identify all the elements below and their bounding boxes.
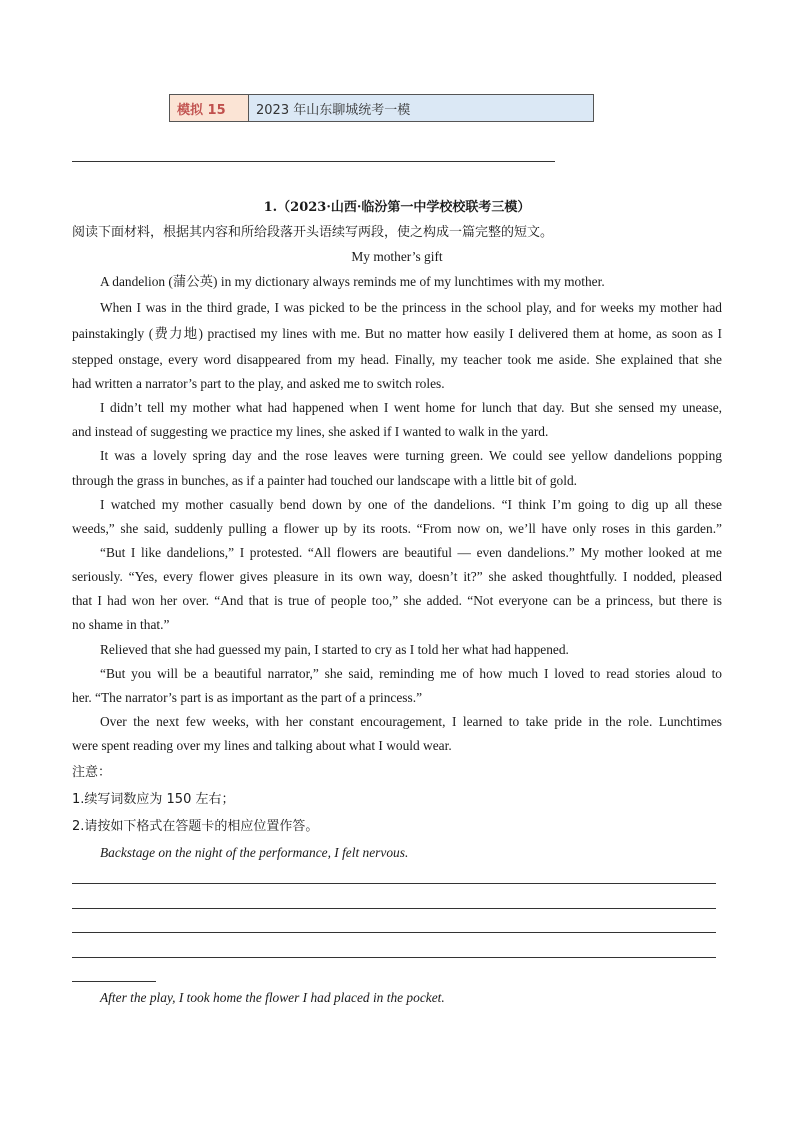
story-line: “But you will be a beautiful narrator,” she said, reminding me of how much I loved to read stories aloud to <box>100 666 722 681</box>
header-divider <box>72 161 555 162</box>
answer-line <box>72 957 716 958</box>
story-line: weeds,” she said, suddenly pulling a flower up by its roots. “From now on, we’ll have only roses in this garden.” <box>72 521 722 536</box>
story-line: When I was in the third grade, I was picked to be the princess in the school play, and for weeks my mother had <box>100 300 722 315</box>
answer-line <box>72 908 716 909</box>
story-line: and instead of suggesting we practice my lines, she asked if I wanted to walk in the yard. <box>72 424 549 439</box>
continuation-prompt-1: Backstage on the night of the performance, I felt nervous. <box>100 845 409 860</box>
question-title: 1.（2023·山西·临汾第一中学校校联考三模） <box>263 200 531 215</box>
story-title: My mother’s gift <box>351 249 443 264</box>
story-line: no shame in that.” <box>72 617 170 632</box>
notes-item: 2.请按如下格式在答题卡的相应位置作答。 <box>72 819 319 834</box>
story-line: “But I like dandelions,” I protested. “All flowers are beautiful — even dandelions.” My mother looked at me <box>100 545 722 560</box>
story-line: stepped onstage, every word disappeared from my head. Finally, my teacher took me aside. She explained that she <box>72 352 722 367</box>
story-line: It was a lovely spring day and the rose leaves were turning green. We could see yellow dandelions popping <box>100 448 722 463</box>
story-line: Relieved that she had guessed my pain, I started to cry as I told her what had happened. <box>100 642 569 657</box>
notes-heading: 注意： <box>72 765 112 780</box>
story-line: I watched my mother casually bend down by one of the dandelions. “I think I’m going to dig up all these <box>100 497 722 512</box>
answer-line <box>72 883 716 884</box>
story-line: that I had won her over. “And that is true of people too,” she added. “Not everyone can be a princess, but there is <box>72 593 722 608</box>
notes-item: 1.续写词数应为 150 左右； <box>72 792 235 807</box>
story-line: seriously. “Yes, every flower gives pleasure in its own way, doesn’t it?” she asked thoughtfully. I nodded, pleased <box>72 569 722 584</box>
story-line: painstakingly (费力地) practised my lines with me. But no matter how easily I delivered them at home, as soon as I <box>72 326 722 341</box>
exam-source: 2023 年山东聊城统考一模 <box>249 95 593 121</box>
story-line: her. “The narrator’s part is as important as the part of a princess.” <box>72 690 423 705</box>
answer-line <box>72 932 716 933</box>
exam-header-table <box>169 94 594 122</box>
mock-exam-label: 模拟 15 <box>170 95 249 121</box>
story-line: I didn’t tell my mother what had happened when I went home for lunch that day. But she sensed my unease, <box>100 400 722 415</box>
continuation-prompt-2: After the play, I took home the flower I had placed in the pocket. <box>100 990 445 1005</box>
story-line: A dandelion (蒲公英) in my dictionary always reminds me of my lunchtimes with my mother. <box>100 274 605 289</box>
story-line: through the grass in bunches, as if a painter had touched our landscape with a little bit of gold. <box>72 473 577 488</box>
answer-line <box>72 981 156 982</box>
story-line: were spent reading over my lines and talking about what I would wear. <box>72 738 452 753</box>
story-line: had written a narrator’s part to the play, and asked me to switch roles. <box>72 376 445 391</box>
story-line: Over the next few weeks, with her constant encouragement, I learned to take pride in the role. Lunchtimes <box>100 714 722 729</box>
instruction-text: 阅读下面材料，根据其内容和所给段落开头语续写两段，使之构成一篇完整的短文。 <box>72 225 554 240</box>
